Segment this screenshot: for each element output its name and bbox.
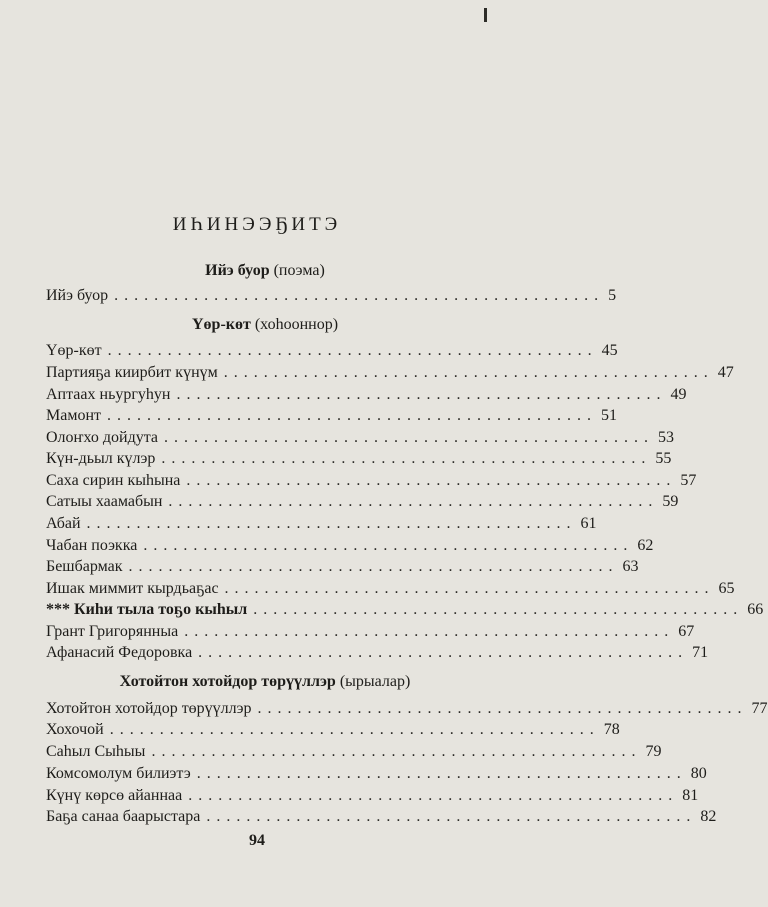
entry-title: Үөр-көт: [46, 342, 102, 359]
toc-entry[interactable]: [46, 721, 620, 743]
entry-title: Чабан поэкка: [46, 537, 138, 554]
entry-page: 57: [680, 472, 697, 489]
dot-leader: .................................................: [161, 450, 652, 467]
entry-page: 78: [603, 721, 620, 738]
section-title: Үөр-көт (хоһооннор): [191, 316, 339, 333]
entry-page: 79: [645, 743, 662, 760]
entry-page: 45: [601, 342, 618, 359]
margin-mark: [484, 8, 487, 22]
dot-leader: .................................................: [107, 407, 598, 424]
toc-entry[interactable]: [46, 580, 735, 602]
toc-entry[interactable]: [46, 386, 687, 408]
toc-entry[interactable]: [46, 787, 699, 809]
entry-page: 53: [658, 429, 675, 446]
toc-entry[interactable]: [46, 472, 697, 494]
toc-entry[interactable]: [46, 493, 679, 515]
entry-page: 77: [751, 700, 768, 717]
entry-title: Сатыы хаамабын: [46, 493, 163, 510]
dot-leader: .................................................: [109, 721, 600, 738]
entry-title: Афанасий Федоровка: [46, 644, 193, 661]
entry-title: Грант Григорянныа: [46, 623, 179, 640]
entry-page: 62: [637, 537, 654, 554]
dot-leader: .................................................: [168, 493, 659, 510]
entry-title: Хохочой: [46, 721, 104, 738]
entry-title: Ийэ буор: [46, 287, 109, 304]
entry-page: 71: [692, 644, 709, 661]
toc-entry[interactable]: [46, 700, 768, 722]
entry-page: 47: [717, 364, 734, 381]
entry-page: 80: [690, 765, 707, 782]
entry-title: Бешбармак: [46, 558, 123, 575]
toc-entry[interactable]: [46, 364, 734, 386]
entry-page: 51: [601, 407, 618, 424]
toc-entry[interactable]: [46, 623, 695, 645]
dot-leader: .................................................: [184, 623, 675, 640]
entry-page: 66: [747, 601, 764, 618]
entry-title: Абай: [46, 515, 81, 532]
entry-page: 65: [718, 580, 735, 597]
toc-entry[interactable]: [46, 287, 617, 309]
entry-page: 63: [622, 558, 639, 575]
toc-entry[interactable]: [46, 450, 672, 472]
toc-entry[interactable]: [46, 429, 675, 451]
entry-title: *** Киһи тыла тоҕо кыһыл: [46, 601, 248, 618]
section-title: Ийэ буор (поэма): [205, 262, 325, 279]
dot-leader: .................................................: [128, 558, 619, 575]
dot-leader: .................................................: [196, 765, 687, 782]
toc-entry[interactable]: [46, 558, 639, 580]
toc-entry[interactable]: [46, 407, 618, 429]
dot-leader: .................................................: [107, 342, 598, 359]
entry-page: 49: [670, 386, 687, 403]
entry-page: 5: [608, 287, 617, 304]
entry-title: Комсомолум билиэтэ: [46, 765, 191, 782]
section-title: Хотойтон хотойдор төрүүллэр (ырыалар): [119, 673, 411, 690]
entry-page: 67: [678, 623, 695, 640]
dot-leader: .................................................: [164, 429, 655, 446]
dot-leader: .................................................: [198, 644, 689, 661]
contents-heading: ИҺИНЭЭҔИТЭ: [172, 214, 342, 235]
entry-title: Ишак миммит кырдьаҕас: [46, 580, 219, 597]
toc-entry[interactable]: [46, 537, 654, 559]
dot-leader: .................................................: [176, 386, 667, 403]
dot-leader: .................................................: [257, 700, 748, 717]
entry-title: Олоҥхо дойдута: [46, 429, 159, 446]
dot-leader: .................................................: [86, 515, 577, 532]
entry-title: Күнү көрсө айаннаа: [46, 787, 183, 804]
entry-title: Саһыл Сыһыы: [46, 743, 146, 760]
toc-entry[interactable]: [46, 808, 717, 830]
toc-entry[interactable]: [46, 765, 707, 787]
toc-entry[interactable]: [46, 342, 618, 364]
dot-leader: .................................................: [206, 808, 697, 825]
entry-title: Аптаах ньургуһун: [46, 386, 171, 403]
entry-page: 82: [700, 808, 717, 825]
entry-title: Баҕа санаа баарыстара: [46, 808, 201, 825]
dot-leader: .................................................: [224, 580, 715, 597]
dot-leader: .................................................: [188, 787, 679, 804]
entry-title: Хотойтон хотойдор төрүүллэр: [46, 700, 252, 717]
toc-entry[interactable]: [46, 743, 662, 765]
entry-page: 61: [580, 515, 597, 532]
entry-page: 59: [662, 493, 679, 510]
dot-leader: .................................................: [223, 364, 714, 381]
toc-entry[interactable]: [46, 644, 709, 666]
dot-leader: .................................................: [186, 472, 677, 489]
page-number: 94: [249, 832, 265, 849]
dot-leader: .................................................: [253, 601, 744, 618]
entry-title: Партияҕа киирбит күнүм: [46, 364, 218, 381]
entry-page: 55: [655, 450, 672, 467]
dot-leader: .................................................: [151, 743, 642, 760]
entry-title: Саха сирин кыһына: [46, 472, 181, 489]
dot-leader: .................................................: [143, 537, 634, 554]
toc-entry[interactable]: [46, 601, 764, 623]
entry-title: Күн-дьыл күлэр: [46, 450, 156, 467]
entry-page: 81: [682, 787, 699, 804]
entry-title: Мамонт: [46, 407, 102, 424]
toc-entry[interactable]: [46, 515, 597, 537]
dot-leader: .................................................: [114, 287, 605, 304]
